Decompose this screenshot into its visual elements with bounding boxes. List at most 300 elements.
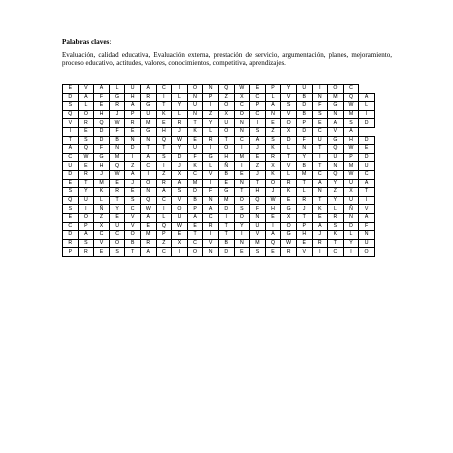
grid-cell: R	[156, 179, 172, 188]
grid-cell: Z	[250, 162, 266, 171]
grid-cell: I	[172, 85, 188, 94]
grid-cell: C	[312, 127, 328, 136]
grid-cell: D	[172, 153, 188, 162]
grid-row	[63, 145, 375, 154]
grid-cell: V	[250, 231, 266, 240]
grid-cell: O	[265, 179, 281, 188]
grid-cell: U	[187, 145, 203, 154]
grid-cell: U	[343, 196, 359, 205]
grid-cell: C	[187, 170, 203, 179]
grid-cell: R	[109, 102, 125, 111]
grid-cell: Q	[343, 93, 359, 102]
grid-cell: I	[234, 231, 250, 240]
grid-cell: E	[156, 119, 172, 128]
grid-cell: X	[172, 239, 188, 248]
grid-cell: Y	[78, 188, 94, 197]
grid-cell: S	[63, 188, 79, 197]
grid-row	[63, 231, 375, 240]
grid-row	[63, 162, 375, 171]
grid-cell: Q	[328, 145, 344, 154]
grid-cell: F	[94, 145, 110, 154]
grid-cell: S	[328, 222, 344, 231]
grid-cell: A	[328, 119, 344, 128]
grid-cell: L	[296, 188, 312, 197]
grid-cell: B	[187, 196, 203, 205]
grid-cell: V	[125, 213, 141, 222]
grid-cell: T	[63, 136, 79, 145]
grid-cell: Ñ	[218, 162, 234, 171]
grid-cell: Q	[156, 222, 172, 231]
grid-cell: Ñ	[312, 188, 328, 197]
grid-cell: I	[265, 222, 281, 231]
grid-cell: F	[94, 93, 110, 102]
grid-cell: G	[109, 93, 125, 102]
grid-cell: R	[203, 136, 219, 145]
grid-cell: V	[281, 93, 297, 102]
grid-cell: Z	[203, 110, 219, 119]
grid-cell: Ñ	[343, 205, 359, 214]
grid-cell: M	[343, 162, 359, 171]
grid-cell: A	[312, 179, 328, 188]
grid-cell: F	[250, 205, 266, 214]
grid-cell: L	[109, 85, 125, 94]
grid-cell: D	[63, 231, 79, 240]
grid-cell: T	[312, 196, 328, 205]
grid-cell: Ñ	[187, 110, 203, 119]
grid-cell: B	[218, 239, 234, 248]
grid-cell: P	[187, 205, 203, 214]
grid-cell: V	[125, 222, 141, 231]
grid-cell: V	[172, 196, 188, 205]
grid-cell: J	[312, 231, 328, 240]
grid-cell: T	[328, 239, 344, 248]
grid-cell: X	[172, 170, 188, 179]
grid-cell: M	[328, 93, 344, 102]
grid-cell: I	[156, 205, 172, 214]
grid-cell: E	[78, 162, 94, 171]
grid-cell: H	[265, 205, 281, 214]
grid-cell: E	[187, 222, 203, 231]
grid-row	[63, 239, 375, 248]
grid-cell: E	[94, 102, 110, 111]
grid-cell: I	[63, 127, 79, 136]
grid-cell: R	[281, 179, 297, 188]
grid-cell: C	[63, 222, 79, 231]
grid-cell: I	[234, 145, 250, 154]
grid-cell: V	[94, 239, 110, 248]
grid-cell: D	[187, 188, 203, 197]
grid-cell: Ñ	[94, 205, 110, 214]
grid-cell: S	[343, 119, 359, 128]
grid-cell: E	[312, 119, 328, 128]
grid-cell: P	[125, 110, 141, 119]
grid-cell: T	[140, 145, 156, 154]
grid-cell: G	[328, 136, 344, 145]
grid-cell: C	[94, 231, 110, 240]
grid-cell: W	[265, 196, 281, 205]
grid-cell: V	[63, 119, 79, 128]
grid-cell: Q	[250, 196, 266, 205]
grid-cell: X	[281, 127, 297, 136]
grid-cell: Q	[328, 170, 344, 179]
grid-cell: N	[234, 119, 250, 128]
grid-cell: O	[328, 85, 344, 94]
grid-cell: J	[250, 145, 266, 154]
grid-cell: D	[359, 119, 375, 128]
grid-cell: Ñ	[187, 93, 203, 102]
grid-cell: C	[156, 85, 172, 94]
grid-cell: W	[172, 136, 188, 145]
grid-cell: A	[250, 136, 266, 145]
grid-row	[63, 119, 375, 128]
grid-cell: D	[281, 136, 297, 145]
grid-cell: L	[281, 170, 297, 179]
grid-cell: I	[203, 145, 219, 154]
grid-cell: U	[218, 119, 234, 128]
grid-cell: O	[78, 213, 94, 222]
grid-cell: A	[172, 179, 188, 188]
grid-cell: N	[234, 239, 250, 248]
grid-cell: L	[265, 93, 281, 102]
grid-cell: A	[265, 231, 281, 240]
grid-cell: A	[78, 93, 94, 102]
grid-cell: E	[250, 153, 266, 162]
grid-cell: C	[203, 213, 219, 222]
grid-cell: L	[328, 205, 344, 214]
grid-cell: R	[281, 248, 297, 257]
grid-cell: X	[343, 188, 359, 197]
grid-cell: C	[125, 205, 141, 214]
grid-cell: E	[250, 85, 266, 94]
grid-cell: K	[265, 170, 281, 179]
grid-cell: P	[296, 119, 312, 128]
grid-cell: S	[63, 205, 79, 214]
grid-cell: D	[218, 248, 234, 257]
grid-cell: N	[265, 110, 281, 119]
grid-cell: P	[296, 222, 312, 231]
grid-cell: I	[78, 205, 94, 214]
grid-cell: G	[140, 102, 156, 111]
grid-cell: E	[125, 188, 141, 197]
grid-cell: V	[203, 239, 219, 248]
grid-cell: A	[203, 205, 219, 214]
grid-cell: Y	[296, 153, 312, 162]
grid-cell: V	[296, 248, 312, 257]
grid-cell: G	[281, 205, 297, 214]
grid-cell: E	[187, 136, 203, 145]
grid-cell: T	[125, 248, 141, 257]
grid-cell: K	[187, 127, 203, 136]
grid-cell: A	[140, 213, 156, 222]
grid-cell: S	[63, 102, 79, 111]
grid-cell: H	[94, 110, 110, 119]
grid-cell: Z	[218, 93, 234, 102]
grid-cell: M	[218, 196, 234, 205]
grid-cell: V	[78, 85, 94, 94]
grid-cell: Y	[234, 222, 250, 231]
grid-cell: E	[265, 213, 281, 222]
grid-cell: W	[172, 222, 188, 231]
grid-cell: H	[250, 188, 266, 197]
grid-cell: S	[234, 205, 250, 214]
grid-cell: I	[234, 162, 250, 171]
grid-cell: T	[296, 213, 312, 222]
grid-cell: Z	[125, 162, 141, 171]
grid-cell: U	[343, 179, 359, 188]
grid-cell: E	[125, 127, 141, 136]
grid-cell: I	[156, 162, 172, 171]
grid-cell: G	[281, 231, 297, 240]
grid-cell: H	[296, 231, 312, 240]
grid-cell: N	[312, 93, 328, 102]
grid-cell: C	[140, 162, 156, 171]
grid-cell: T	[156, 102, 172, 111]
grid-cell: E	[281, 196, 297, 205]
grid-cell: J	[125, 179, 141, 188]
grid-cell: E	[63, 179, 79, 188]
grid-cell: S	[265, 136, 281, 145]
grid-cell: L	[172, 110, 188, 119]
grid-cell: K	[328, 231, 344, 240]
grid-cell: Q	[218, 85, 234, 94]
grid-cell: Ñ	[296, 145, 312, 154]
grid-cell: N	[140, 136, 156, 145]
grid-cell: E	[63, 85, 79, 94]
grid-row	[63, 222, 375, 231]
grid-cell: C	[234, 136, 250, 145]
grid-cell: S	[250, 248, 266, 257]
grid-row	[63, 196, 375, 205]
grid-cell: K	[281, 188, 297, 197]
grid-cell: C	[156, 196, 172, 205]
grid-cell: R	[78, 170, 94, 179]
grid-cell: Ó	[234, 213, 250, 222]
grid-cell: J	[109, 110, 125, 119]
grid-cell: A	[140, 85, 156, 94]
grid-cell: S	[109, 248, 125, 257]
grid-cell: D	[63, 170, 79, 179]
grid-cell: A	[359, 179, 375, 188]
grid-cell: O	[218, 102, 234, 111]
grid-cell: M	[187, 179, 203, 188]
grid-cell: L	[281, 145, 297, 154]
grid-cell: B	[125, 239, 141, 248]
grid-cell: W	[109, 119, 125, 128]
grid-cell: L	[78, 102, 94, 111]
grid-cell: T	[359, 188, 375, 197]
grid-cell: O	[187, 248, 203, 257]
grid-cell: Y	[172, 102, 188, 111]
grid-cell: E	[172, 231, 188, 240]
grid-cell: C	[109, 231, 125, 240]
grid-cell: N	[203, 85, 219, 94]
grid-row	[63, 153, 375, 162]
grid-cell: N	[234, 179, 250, 188]
grid-cell: I	[218, 213, 234, 222]
grid-cell: A	[125, 170, 141, 179]
grid-cell: J	[172, 127, 188, 136]
grid-cell: O	[234, 196, 250, 205]
grid-cell: T	[218, 231, 234, 240]
grid-cell: N	[250, 213, 266, 222]
grid-cell: Z	[328, 188, 344, 197]
title-text: Palabras claves	[62, 38, 110, 46]
grid-cell: M	[296, 170, 312, 179]
grid-cell: S	[281, 102, 297, 111]
grid-cell: V	[281, 162, 297, 171]
grid-cell: E	[78, 127, 94, 136]
grid-cell: J	[265, 188, 281, 197]
grid-cell: I	[250, 119, 266, 128]
grid-cell: A	[156, 188, 172, 197]
grid-cell: T	[109, 196, 125, 205]
grid-cell: C	[343, 85, 359, 94]
grid-cell: A	[359, 93, 375, 102]
grid-cell: O	[281, 119, 297, 128]
grid-row	[63, 110, 375, 119]
grid-cell: K	[312, 205, 328, 214]
grid-cell: U	[125, 85, 141, 94]
grid-cell: C	[328, 248, 344, 257]
grid-cell: D	[63, 93, 79, 102]
grid-cell: D	[218, 205, 234, 214]
grid-cell: O	[78, 110, 94, 119]
grid-cell: Z	[94, 213, 110, 222]
grid-cell: F	[187, 153, 203, 162]
grid-cell: U	[296, 85, 312, 94]
grid-cell: U	[359, 239, 375, 248]
grid-cell: X	[218, 110, 234, 119]
grid-cell: N	[328, 110, 344, 119]
grid-cell: W	[78, 153, 94, 162]
grid-cell: R	[140, 239, 156, 248]
grid-cell: C	[156, 248, 172, 257]
grid-row	[63, 170, 375, 179]
grid-cell: D	[343, 222, 359, 231]
grid-cell: T	[187, 231, 203, 240]
grid-cell: T	[234, 188, 250, 197]
grid-cell: F	[359, 222, 375, 231]
grid-cell: E	[265, 119, 281, 128]
grid-cell: P	[265, 85, 281, 94]
grid-cell: Ñ	[359, 231, 375, 240]
grid-cell: G	[328, 102, 344, 111]
grid-row	[63, 179, 375, 188]
grid-cell: Z	[156, 170, 172, 179]
grid-cell: I	[203, 179, 219, 188]
grid-cell: I	[312, 248, 328, 257]
grid-cell: B	[218, 170, 234, 179]
grid-cell: L	[343, 231, 359, 240]
grid-cell: D	[94, 136, 110, 145]
grid-cell: D	[296, 102, 312, 111]
grid-cell: P	[156, 231, 172, 240]
grid-cell: E	[312, 213, 328, 222]
grid-cell: O	[109, 239, 125, 248]
grid-cell: L	[203, 162, 219, 171]
section-title	[62, 38, 392, 47]
grid-cell: Y	[343, 239, 359, 248]
grid-cell: I	[203, 231, 219, 240]
grid-cell: H	[156, 127, 172, 136]
grid-cell: U	[250, 222, 266, 231]
grid-cell: G	[140, 127, 156, 136]
grid-cell: T	[187, 119, 203, 128]
grid-cell: U	[109, 222, 125, 231]
grid-cell: S	[78, 239, 94, 248]
grid-cell: E	[109, 179, 125, 188]
grid-cell: R	[203, 222, 219, 231]
grid-cell: Y	[281, 85, 297, 94]
grid-cell: T	[312, 162, 328, 171]
grid-cell: C	[359, 170, 375, 179]
grid-cell: O	[281, 222, 297, 231]
grid-cell: D	[125, 145, 141, 154]
grid-cell: T	[296, 179, 312, 188]
grid-cell: I	[125, 153, 141, 162]
grid-cell: M	[250, 239, 266, 248]
grid-cell: Z	[156, 239, 172, 248]
grid-cell: A	[265, 102, 281, 111]
grid-cell: P	[63, 248, 79, 257]
grid-cell: I	[312, 153, 328, 162]
grid-cell: N	[203, 196, 219, 205]
grid-cell: D	[296, 127, 312, 136]
grid-cell: J	[94, 170, 110, 179]
grid-cell: V	[328, 127, 344, 136]
grid-cell: Y	[203, 119, 219, 128]
grid-cell: O	[218, 127, 234, 136]
grid-cell: U	[63, 162, 79, 171]
grid-cell: A	[63, 145, 79, 154]
grid-cell: I	[359, 196, 375, 205]
grid-cell: U	[78, 196, 94, 205]
grid-cell: Y	[172, 145, 188, 154]
grid-cell: P	[78, 222, 94, 231]
grid-cell: X	[265, 162, 281, 171]
grid-cell: A	[140, 153, 156, 162]
grid-cell: C	[234, 102, 250, 111]
grid-cell: Q	[265, 239, 281, 248]
grid-cell: O	[140, 179, 156, 188]
grid-cell: I	[156, 93, 172, 102]
grid-cell: O	[187, 85, 203, 94]
grid-cell: M	[234, 153, 250, 162]
grid-cell: U	[312, 136, 328, 145]
grid-cell: X	[234, 93, 250, 102]
grid-cell: S	[250, 127, 266, 136]
grid-cell: B	[296, 93, 312, 102]
grid-cell: E	[234, 248, 250, 257]
grid-cell: M	[109, 153, 125, 162]
grid-cell: W	[343, 102, 359, 111]
grid-cell: E	[94, 248, 110, 257]
grid-cell: L	[94, 196, 110, 205]
grid-row	[63, 205, 375, 214]
grid-cell: C	[250, 93, 266, 102]
grid-cell: L	[156, 213, 172, 222]
grid-cell: T	[218, 222, 234, 231]
document-body	[62, 38, 392, 67]
grid-cell: L	[172, 93, 188, 102]
grid-cell: A	[125, 102, 141, 111]
grid-cell: Q	[140, 196, 156, 205]
grid-cell: T	[218, 136, 234, 145]
grid-cell: B	[296, 162, 312, 171]
grid-cell: Y	[328, 179, 344, 188]
grid-cell: R	[296, 196, 312, 205]
grid-cell: R	[109, 188, 125, 197]
